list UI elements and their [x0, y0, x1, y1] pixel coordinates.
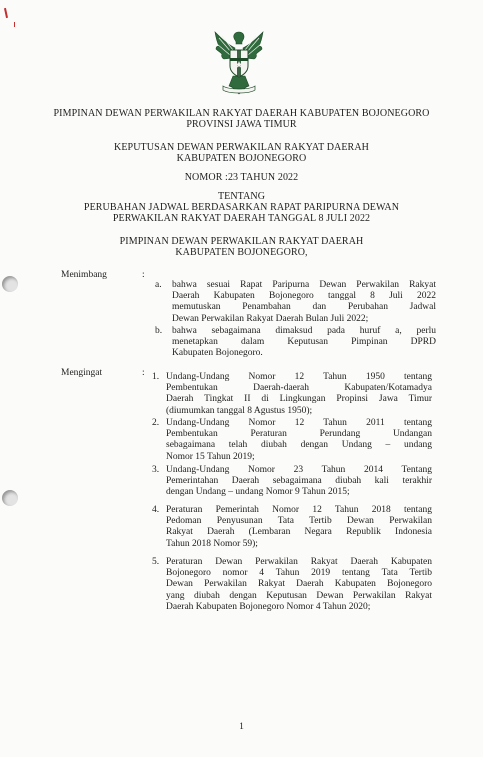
mengingat-2-marker: 2. — [152, 418, 160, 428]
garuda-emblem-icon — [213, 28, 265, 98]
mengingat-1-text: Undang-Undang Nomor 12 Tahun 1950 tentang Pembentukan Daerah-daerah Kabupaten/Kotamadya Daerah Tingkat II di Lingkungan Propinsi Jawa Timur (diumumkan tanggal 8 Agustus 1950); — [166, 372, 432, 416]
decree-title-line-1: KEPUTUSAN DEWAN PERWAKILAN RAKYAT DAERAH — [114, 142, 369, 153]
mengingat-4-marker: 4. — [152, 505, 160, 515]
decree-subject-line-1: PERUBAHAN JADWAL BERDASARKAN RAPAT PARIPURNA DEWAN — [83, 202, 400, 213]
decree-number: NOMOR :23 TAHUN 2022 — [184, 172, 299, 183]
menimbang-colon: : — [142, 270, 145, 280]
issuer-line-1: PIMPINAN DEWAN PERWAKILAN RAKYAT DAERAH — [119, 236, 364, 247]
menimbang-b-text: bahwa sebagaimana dimaksud pada huruf a, perlu menetapkan dalam Keputusan Pimpinan DPRD Kabupaten Bojonegoro. — [172, 326, 436, 359]
margin-pen-mark — [4, 8, 8, 18]
mengingat-5-marker: 5. — [152, 557, 160, 567]
menimbang-label: Menimbang — [61, 270, 107, 280]
institution-line-2: PROVINSI JAWA TIMUR — [186, 119, 297, 130]
mengingat-3-marker: 3. — [152, 465, 160, 475]
decree-subject-line-2: PERWAKILAN RAKYAT DAERAH TANGGAL 8 JULI 2022 — [112, 213, 371, 224]
issuer-line-2: KABUPATEN BOJONEGORO, — [175, 247, 308, 258]
mengingat-5-text: Peraturan Dewan Perwakilan Rakyat Daerah Kabupaten Bojonegoro nomor 4 Tahun 2019 tentang Tata Tertib Dewan Perwakilan Rakyat Daerah Kabupaten Bojonegoro yang diubah dengan Keputusan Dewan Perwakilan Rakyat Daerah Kabupaten Bojonegoro Nomor 4 Tahun 2020; — [166, 557, 432, 612]
margin-pen-mark-small — [14, 22, 15, 27]
mengingat-2-text: Undang-Undang Nomor 12 Tahun 2011 tentang Pembentukan Peraturan Perundang Undangan sebagaimana telah diubah dengan Undang – undang Nomor 15 Tahun 2019; — [166, 418, 432, 462]
menimbang-a-text: bahwa sesuai Rapat Paripurna Dewan Perwakilan Rakyat Daerah Kabupaten Bojonegoro tanggal 8 Juli 2022 memutuskan Penambahan dan Perubahan Jadwal Dewan Perwakilan Rakyat Daerah Bulan Juli 2022; — [172, 280, 436, 324]
institution-line-1: PIMPINAN DEWAN PERWAKILAN RAKYAT DAERAH KABUPATEN BOJONEGORO — [53, 108, 430, 119]
mengingat-colon: : — [142, 368, 145, 378]
punch-hole-top — [2, 276, 18, 292]
decree-about: TENTANG — [217, 191, 266, 202]
punch-hole-bottom — [2, 490, 18, 506]
mengingat-label: Mengingat — [61, 368, 103, 378]
decree-title-line-2: KABUPATEN BOJONEGORO — [176, 153, 307, 164]
mengingat-3-text: Undang-Undang Nomor 23 Tahun 2014 Tentang Pemerintahan Daerah sebagaimana diubah kali terakhir dengan Undang – undang Nomor 9 Tahun 2015; — [166, 465, 432, 498]
menimbang-b-marker: b. — [155, 326, 163, 336]
mengingat-1-marker: 1. — [152, 372, 160, 382]
menimbang-a-marker: a. — [155, 280, 162, 290]
mengingat-4-text: Peraturan Pemerintah Nomor 12 Tahun 2018 tentang Pedoman Penyusunan Tata Tertib Dewan Perwakilan Rakyat Daerah (Lembaran Negara Republik Indonesia Tahun 2018 Nomor 59); — [166, 505, 432, 549]
page-number: 1 — [239, 722, 244, 732]
